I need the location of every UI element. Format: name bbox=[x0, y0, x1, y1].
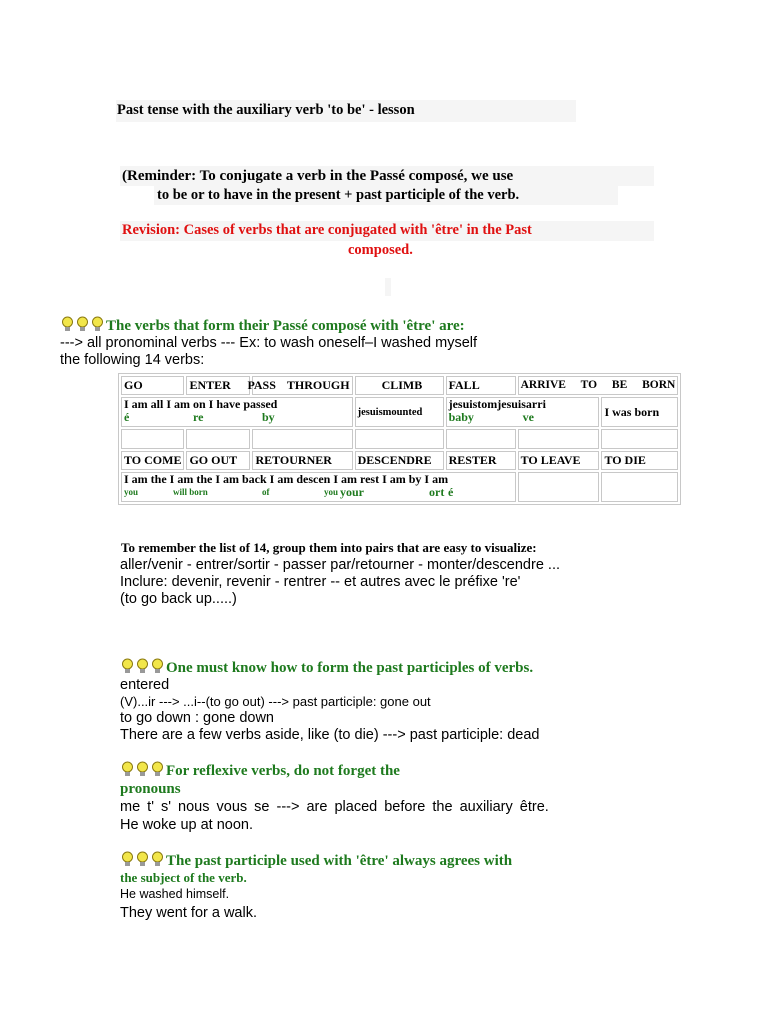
cell-text: baby bbox=[448, 410, 474, 424]
section3-heading-2: pronouns bbox=[120, 781, 181, 797]
table-cell bbox=[355, 429, 444, 449]
table-cell: ENTER bbox=[186, 376, 250, 395]
section2-line-4: There are a few verbs aside, like (to die) ---> past participle: dead bbox=[120, 727, 540, 743]
cell-text: ARRIVE TO BE BORN bbox=[520, 379, 676, 391]
verb-table bbox=[118, 373, 681, 505]
lightbulb-icon bbox=[120, 761, 135, 777]
section3-heading bbox=[120, 761, 400, 782]
revision-line-2: composed. bbox=[348, 242, 413, 258]
page-title: Past tense with the auxiliary verb 'to be' - lesson bbox=[117, 102, 415, 118]
section4-line-2: They went for a walk. bbox=[120, 905, 257, 921]
cell-text: your bbox=[340, 485, 364, 499]
table-cell: RESTER bbox=[446, 451, 516, 470]
section1-heading bbox=[60, 316, 465, 337]
table-cell: jesuismounted bbox=[355, 397, 444, 427]
lightbulb-icon bbox=[60, 316, 75, 332]
table-row bbox=[121, 429, 678, 449]
remember-line-3: (to go back up.....) bbox=[120, 591, 237, 607]
cell-text: ve bbox=[522, 410, 534, 424]
table-cell bbox=[446, 429, 516, 449]
table-cell bbox=[601, 429, 678, 449]
lightbulb-icon bbox=[75, 316, 90, 332]
lightbulb-icon bbox=[150, 658, 165, 674]
cell-text: re bbox=[193, 410, 204, 424]
table-cell: I was born bbox=[601, 397, 678, 427]
cell-text: PASS bbox=[247, 378, 276, 392]
table-cell bbox=[121, 429, 184, 449]
table-row bbox=[121, 397, 678, 427]
section2-line-1: entered bbox=[120, 677, 170, 693]
section1-line-2: the following 14 verbs: bbox=[60, 352, 205, 368]
section4-heading-text: The past participle used with 'être' always agrees with bbox=[166, 853, 513, 869]
table-cell bbox=[186, 429, 250, 449]
remember-line-1: aller/venir - entrer/sortir - passer par/retourner - monter/descendre ... bbox=[120, 557, 560, 573]
cell-text: I am the I am the I am back I am descen I am rest I am by I am bbox=[124, 472, 449, 486]
table-cell: TO DIE bbox=[601, 451, 678, 470]
table-cell: TO COME bbox=[121, 451, 184, 470]
table-row bbox=[121, 451, 678, 470]
table-cell bbox=[518, 429, 600, 449]
lightbulb-icon bbox=[150, 761, 165, 777]
section2-heading bbox=[120, 658, 533, 679]
table-cell bbox=[121, 472, 516, 502]
lightbulb-icon-group bbox=[120, 851, 165, 872]
cell-text: you bbox=[324, 487, 339, 497]
section2-line-3: to go down : gone down bbox=[120, 710, 274, 726]
lightbulb-icon bbox=[120, 851, 135, 867]
revision-line-1: Revision: Cases of verbs that are conjugated with 'être' in the Past bbox=[122, 222, 532, 238]
cell-text-green bbox=[122, 486, 515, 499]
table-cell: FALL bbox=[446, 376, 516, 395]
cell-text: é bbox=[448, 485, 454, 499]
table-cell bbox=[518, 472, 600, 502]
cell-text: jesuistomjesuisarri bbox=[448, 397, 546, 411]
lightbulb-icon-group bbox=[60, 316, 105, 337]
table-cell bbox=[121, 397, 353, 427]
cell-text-green bbox=[447, 411, 599, 424]
cell-text: ort bbox=[429, 485, 445, 499]
table-cell bbox=[601, 472, 678, 502]
section4-heading-2: the subject of the verb. bbox=[120, 870, 247, 885]
section1-line-1: ---> all pronominal verbs --- Ex: to wash oneself–I washed myself bbox=[60, 335, 478, 351]
table-cell: TO LEAVE bbox=[518, 451, 600, 470]
cell-text-green bbox=[122, 411, 352, 424]
reminder-line-2: to be or to have in the present + past participle of the verb. bbox=[157, 187, 520, 203]
lightbulb-icon bbox=[135, 761, 150, 777]
lightbulb-icon bbox=[135, 658, 150, 674]
table-cell bbox=[518, 376, 679, 395]
table-cell: DESCENDRE bbox=[355, 451, 444, 470]
lightbulb-icon bbox=[135, 851, 150, 867]
table-row bbox=[121, 472, 678, 502]
table-cell: CLIMB bbox=[355, 376, 444, 395]
lightbulb-icon-group bbox=[120, 761, 165, 782]
small-shade bbox=[385, 278, 391, 296]
section2-heading-text: One must know how to form the past participles of verbs. bbox=[166, 660, 534, 676]
section3-heading-text: For reflexive verbs, do not forget the bbox=[166, 763, 400, 779]
section3-line-1: me t' s' nous vous se ---> are placed before the auxiliary être. bbox=[120, 799, 549, 815]
cell-text: you bbox=[124, 487, 139, 497]
lightbulb-icon bbox=[120, 658, 135, 674]
table-row bbox=[121, 376, 678, 395]
cell-text: I am all I am on I have passed bbox=[124, 397, 278, 411]
section2-line-2: (V)...ir ---> ...i--(to go out) ---> past participle: gone out bbox=[120, 694, 431, 709]
table-cell bbox=[252, 429, 352, 449]
remember-heading: To remember the list of 14, group them into pairs that are easy to visualize: bbox=[121, 540, 537, 555]
remember-line-2: Inclure: devenir, revenir - rentrer -- et autres avec le préfixe 're' bbox=[120, 574, 521, 590]
section4-line-1: He washed himself. bbox=[120, 887, 230, 901]
cell-text: by bbox=[262, 410, 275, 424]
section1-heading-text: The verbs that form their Passé composé with 'être' are: bbox=[106, 318, 465, 334]
table-cell: GO bbox=[121, 376, 184, 395]
cell-text: will born bbox=[173, 487, 208, 497]
table-cell bbox=[446, 397, 600, 427]
section3-line-2: He woke up at noon. bbox=[120, 817, 254, 833]
table-cell: GO OUT bbox=[186, 451, 250, 470]
lightbulb-icon bbox=[90, 316, 105, 332]
cell-text: THROUGH bbox=[286, 378, 350, 392]
table-cell bbox=[247, 376, 352, 395]
cell-text: é bbox=[124, 410, 130, 424]
lightbulb-icon bbox=[150, 851, 165, 867]
reminder-line-1: (Reminder: To conjugate a verb in the Passé composé, we use bbox=[122, 168, 514, 184]
lightbulb-icon-group bbox=[120, 658, 165, 679]
table-cell: RETOURNER bbox=[252, 451, 352, 470]
section4-heading bbox=[120, 851, 512, 872]
cell-text: of bbox=[262, 487, 270, 497]
